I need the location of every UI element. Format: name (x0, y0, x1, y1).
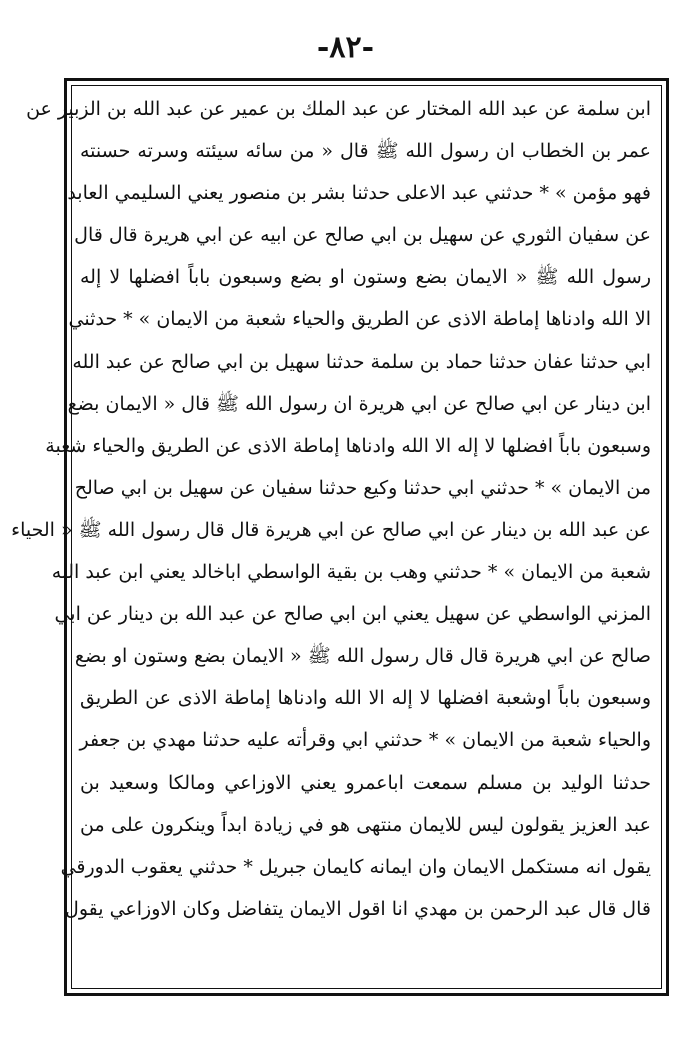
text-line: ابن سلمة عن عبد الله المختار عن عبد الملك بن عمير عن عبد الله بن الزبير عن (26, 98, 651, 120)
text-line: ابي حدثنا عفان حدثنا حماد بن سلمة حدثنا سهيل بن ابي صالح عن عبد الله (72, 350, 651, 373)
text-line: حدثنا الوليد بن مسلم سمعت اباعمرو يعني الاوزاعي ومالكا وسعيد بن (80, 771, 651, 794)
text-line: والحياء شعبة من الايمان » * حدثني ابي وقرأته عليه حدثنا مهدي بن جعفر (79, 729, 651, 752)
text-line: الا الله وادناها إماطة الاذى عن الطريق والحياء شعبة من الايمان » * حدثني (68, 308, 651, 331)
text-line: شعبة من الايمان » * حدثني وهب بن بقية الواسطي اباخالد يعني ابن عبد الله (51, 561, 651, 584)
text-line: عن عبد الله بن دينار عن ابي صالح عن ابي هريرة قال قال رسول الله ﷺ « الحياء (11, 518, 651, 541)
text-line: عبد العزيز يقولون ليس للايمان منتهى هو في زيادة ابداً وينكرون على من (80, 813, 651, 836)
text-line: صالح عن ابي هريرة قال قال رسول الله ﷺ « الايمان بضع وستون او بضع (74, 645, 651, 668)
text-line: فهو مؤمن » * حدثني عبد الاعلى حدثنا بشر بن منصور يعني السليمي العابد (67, 182, 651, 205)
page-number: -٨٢- (316, 30, 375, 65)
text-line: عن سفيان الثوري عن سهيل بن ابي صالح عن ابيه عن ابي هريرة قال قال (74, 224, 651, 247)
text-line: عمر بن الخطاب ان رسول الله ﷺ قال « من سائه سيئته وسرته حسنته (80, 140, 651, 163)
text-line: قال قال عبد الرحمن بن مهدي انا اقول الايمان يتفاضل وكان الاوزاعي يقول (65, 897, 651, 920)
text-line: رسول الله ﷺ « الايمان بضع وستون او بضع وسبعون باباً افضلها لا إله (80, 266, 651, 289)
text-line: وسبعون باباً اوشعبة افضلها لا إله الا الله وادناها إماطة الاذى عن الطريق (80, 687, 651, 710)
text-line: يقول انه مستكمل الايمان وان ايمانه كايمان جبريل * حدثني يعقوب الدورقي (60, 855, 651, 878)
text-line: ابن دينار عن ابي صالح عن ابي هريرة ان رسول الله ﷺ قال « الايمان بضع (67, 392, 651, 415)
text-line: من الايمان » * حدثني ابي حدثنا وكيع حدثنا سفيان عن سهيل بن ابي صالح (74, 476, 651, 499)
text-line: المزني الواسطي عن سهيل يعني ابن ابي صالح عن عبد الله بن دينار عن ابي (54, 603, 651, 626)
body-text (11, 88, 651, 930)
text-line: وسبعون باباً افضلها لا إله الا الله وادناها إماطة الاذى عن الطريق والحياء شعبة (45, 434, 651, 457)
